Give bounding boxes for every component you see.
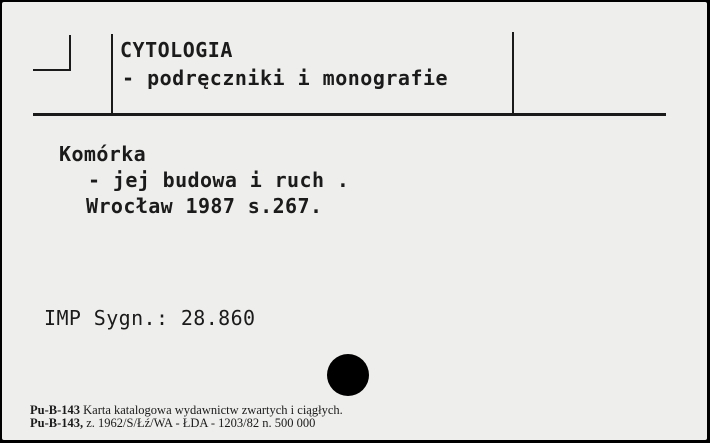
header-right-rule bbox=[512, 32, 514, 114]
footer-code-2: Pu-B-143, bbox=[30, 416, 84, 430]
header-bottom-rule bbox=[33, 113, 666, 116]
footer-text-2: z. 1962/S/Łź/WA - ŁDA - 1203/82 n. 500 000 bbox=[86, 416, 316, 430]
corner-mark-vertical bbox=[69, 35, 71, 71]
catalog-card bbox=[2, 2, 707, 440]
corner-mark-horizontal bbox=[33, 69, 71, 71]
entry-imprint: Wrocław 1987 s.267. bbox=[86, 194, 323, 218]
entry-subtitle: - jej budowa i ruch . bbox=[88, 168, 350, 192]
call-number: IMP Sygn.: 28.860 bbox=[44, 306, 256, 330]
footer-code-1: Pu-B-143 bbox=[30, 403, 80, 417]
entry-title: Komórka bbox=[59, 142, 147, 166]
punch-hole bbox=[327, 354, 369, 396]
footer-line-2 bbox=[30, 417, 315, 430]
footer-text-1: Karta katalogowa wydawnictw zwartych i ciągłych. bbox=[83, 403, 343, 417]
header-left-rule bbox=[111, 34, 113, 114]
subject-heading: CYTOLOGIA bbox=[120, 38, 233, 62]
subject-subtitle: - podręczniki i monografie bbox=[122, 66, 449, 90]
